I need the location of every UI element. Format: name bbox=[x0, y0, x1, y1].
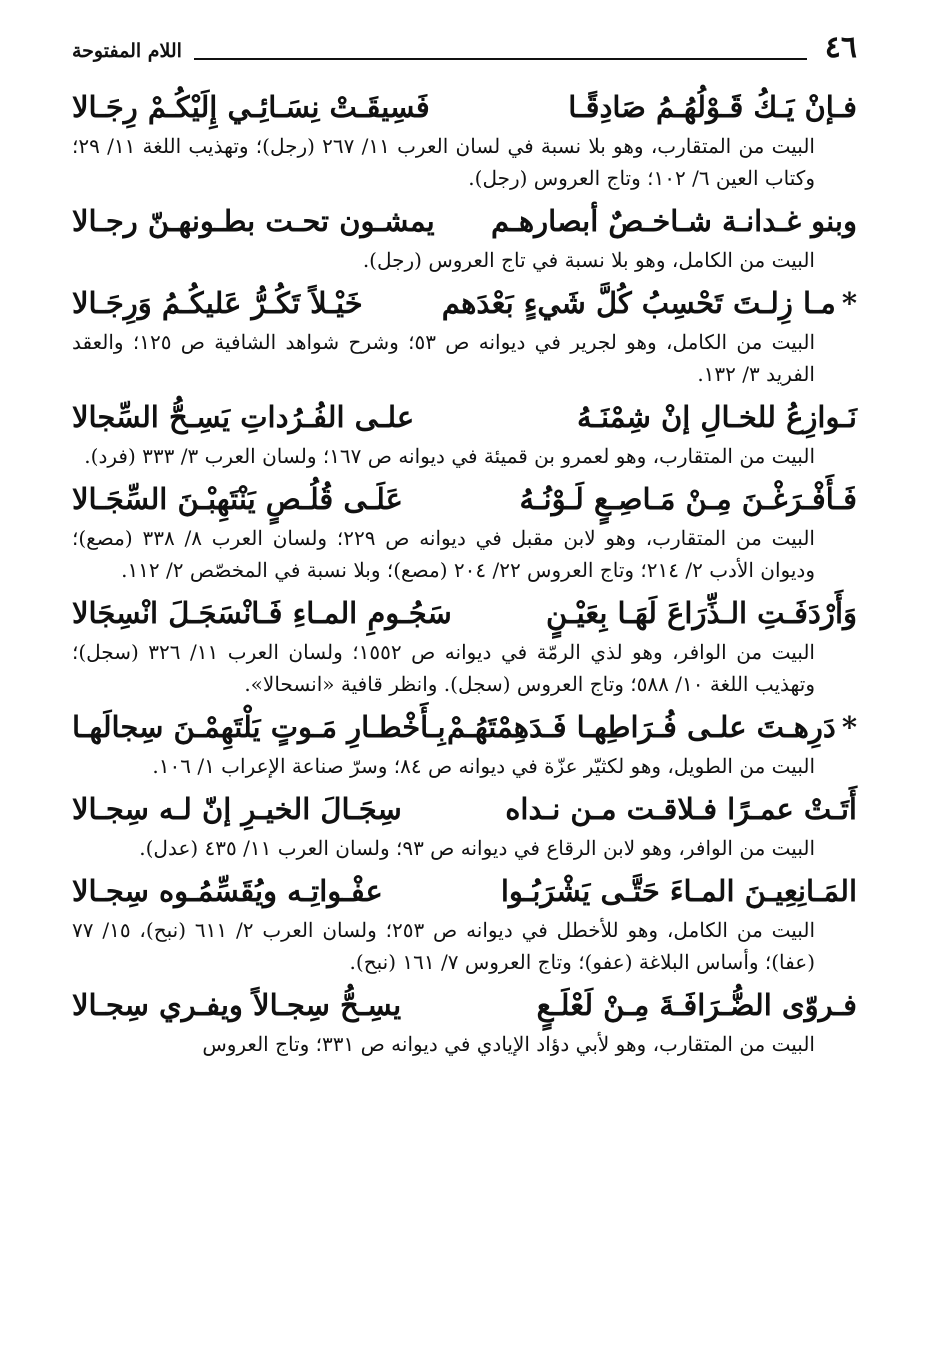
citation-note: البيت من الكامل، وهو بلا نسبة في تاج العروس (رجل). bbox=[362, 248, 815, 272]
first-hemistich: فـإنْ يَـكُ قَـوْلُهُـمُ صَادِقًـا bbox=[568, 90, 857, 124]
verse-line bbox=[72, 872, 857, 910]
citation-note: البيت من الوافر، وهو لابن الرقاع في ديوانه ص ٩٣؛ ولسان العرب ١١/ ٤٣٥ (عدل). bbox=[139, 836, 815, 860]
second-hemistich: يمشـون تحـت بطـونهـنّ رجـالا bbox=[72, 204, 435, 238]
running-title: اللام المفتوحة bbox=[72, 40, 182, 62]
star-marker: * bbox=[841, 710, 857, 744]
hemistich-text: دَرِهـتَ علـى فُـرَاطِهـا فَـدَهِمْتَهُـمْ bbox=[447, 710, 836, 744]
second-hemistich: علـى الفُـرُداتِ يَسِـحُّ السِّجالا bbox=[72, 400, 415, 434]
second-hemistich: سِجَـالَ الخيـرِ إنّ لـه سِجـالا bbox=[72, 792, 402, 826]
hemistich-text: مـا زِلـتَ تَحْسِبُ كُلَّ شَيءٍ بَعْدَهم bbox=[441, 286, 836, 320]
page-header bbox=[72, 30, 857, 70]
verse-line bbox=[72, 594, 857, 632]
second-hemistich: يسِـحُّ سِجـالاً ويفـري سِجـالا bbox=[72, 988, 402, 1022]
star-marker: * bbox=[841, 286, 857, 320]
citation-note: البيت من الكامل، وهو للأخطل في ديوانه ص ٢٥٣؛ ولسان العرب ٢/ ٦١١ (نبح)، ١٥/ ٧٧ (عفا)؛ وأساس البلاغة (عفو)؛ وتاج العروس ٧/ ١٦١ (نبح). bbox=[72, 918, 815, 974]
first-hemistich: أَتَـتْ عمـرًا فـلاقـت مـن نـداه bbox=[505, 792, 857, 826]
first-hemistich: فَـأَفْـرَغْـنَ مِـنْ مَـاصِـعٍ لَـوْنُـهُ bbox=[519, 482, 857, 516]
citation-note: البيت من الطويل، وهو لكثيّر عزّة في ديوانه ص ٨٤؛ وسرّ صناعة الإعراب ١/ ١٠٦. bbox=[152, 754, 815, 778]
verse-line bbox=[72, 790, 857, 828]
verse-line bbox=[72, 398, 857, 436]
verse-line bbox=[72, 202, 857, 240]
citation-note: البيت من الوافر، وهو لذي الرمّة في ديوانه ص ١٥٥٢؛ ولسان العرب ١١/ ٣٢٦ (سجل)؛ وتهذيب اللغة ١٠/ ٥٨٨؛ وتاج العروس (سجل). وانظر قافية «انسحالا». bbox=[72, 640, 815, 696]
second-hemistich: عفْـواتِـه ويُقَسِّمُـوه سِجـالا bbox=[72, 874, 383, 908]
first-hemistich: وَأَرْدَفَـتِ الـذِّرَاعَ لَهَـا بِعَيْـنٍ bbox=[546, 596, 857, 630]
first-hemistich: نَـوازِعُ للخـالِ إنْ شِمْنَـهُ bbox=[577, 400, 857, 434]
second-hemistich: بِـأَخْطـارِ مَـوتٍ يَلْتَهِمْـنَ سِجالَهـا bbox=[72, 710, 446, 744]
citation-note: البيت من المتقارب، وهو لأبي دؤاد الإيادي في ديوانه ص ٣٣١؛ وتاج العروس bbox=[202, 1032, 815, 1056]
first-hemistich bbox=[447, 708, 857, 746]
citation-note: البيت من المتقارب، وهو بلا نسبة في لسان العرب ١١/ ٢٦٧ (رجل)؛ وتهذيب اللغة ١١/ ٢٩؛ وكتاب العين ٦/ ١٠٢؛ وتاج العروس (رجل). bbox=[72, 134, 815, 190]
verse-line bbox=[72, 480, 857, 518]
second-hemistich: خَيْـلاً تَكُـرُّ عَليكُـمُ وَرِجَـالا bbox=[72, 286, 363, 320]
citation-note: البيت من المتقارب، وهو لابن مقبل في ديوانه ص ٢٢٩؛ ولسان العرب ٨/ ٣٣٨ (مصع)؛ وديوان الأدب ٢/ ٢١٤؛ وتاج العروس ٢٢/ ٢٠٤ (مصع)؛ وبلا نسبة في المخصّص ٢/ ١١٢. bbox=[72, 526, 815, 582]
second-hemistich: عَلَـى قُلُـصٍ يَنْتَهِبْـنَ السِّجَـالا bbox=[72, 482, 403, 516]
citation-note: البيت من المتقارب، وهو لعمرو بن قميئة في ديوانه ص ١٦٧؛ ولسان العرب ٣/ ٣٣٣ (فرد). bbox=[84, 444, 815, 468]
second-hemistich: فَسِيقَـتْ نِسَـائِـي إِلَيْكُـمْ رِجَـالا bbox=[72, 90, 430, 124]
header-rule bbox=[194, 58, 807, 60]
second-hemistich: سَجُـومِ المـاءِ فَـانْسَجَـلَ انْسِجَالا bbox=[72, 596, 452, 630]
first-hemistich: المَـانِعِيـنَ المـاءَ حَتَّـى يَشْرَبُـوا bbox=[500, 874, 857, 908]
page-number: ٤٦ bbox=[824, 30, 857, 65]
first-hemistich: وبنو غـدانـة شـاخـصٌ أبصارهـم bbox=[491, 204, 857, 238]
verse-line bbox=[72, 284, 857, 322]
citation-note: البيت من الكامل، وهو لجرير في ديوانه ص ٥٣؛ وشرح شواهد الشافية ص ١٢٥؛ والعقد الفريد ٣/ ١٣٢. bbox=[72, 330, 815, 386]
verse-line bbox=[72, 88, 857, 126]
page-content bbox=[72, 82, 857, 1068]
verse-line bbox=[72, 986, 857, 1024]
verse-line bbox=[72, 708, 857, 746]
first-hemistich bbox=[442, 284, 857, 322]
first-hemistich: فـروّى الضُّـرَافَـةَ مِـنْ لَعْلَـعٍ bbox=[536, 988, 857, 1022]
